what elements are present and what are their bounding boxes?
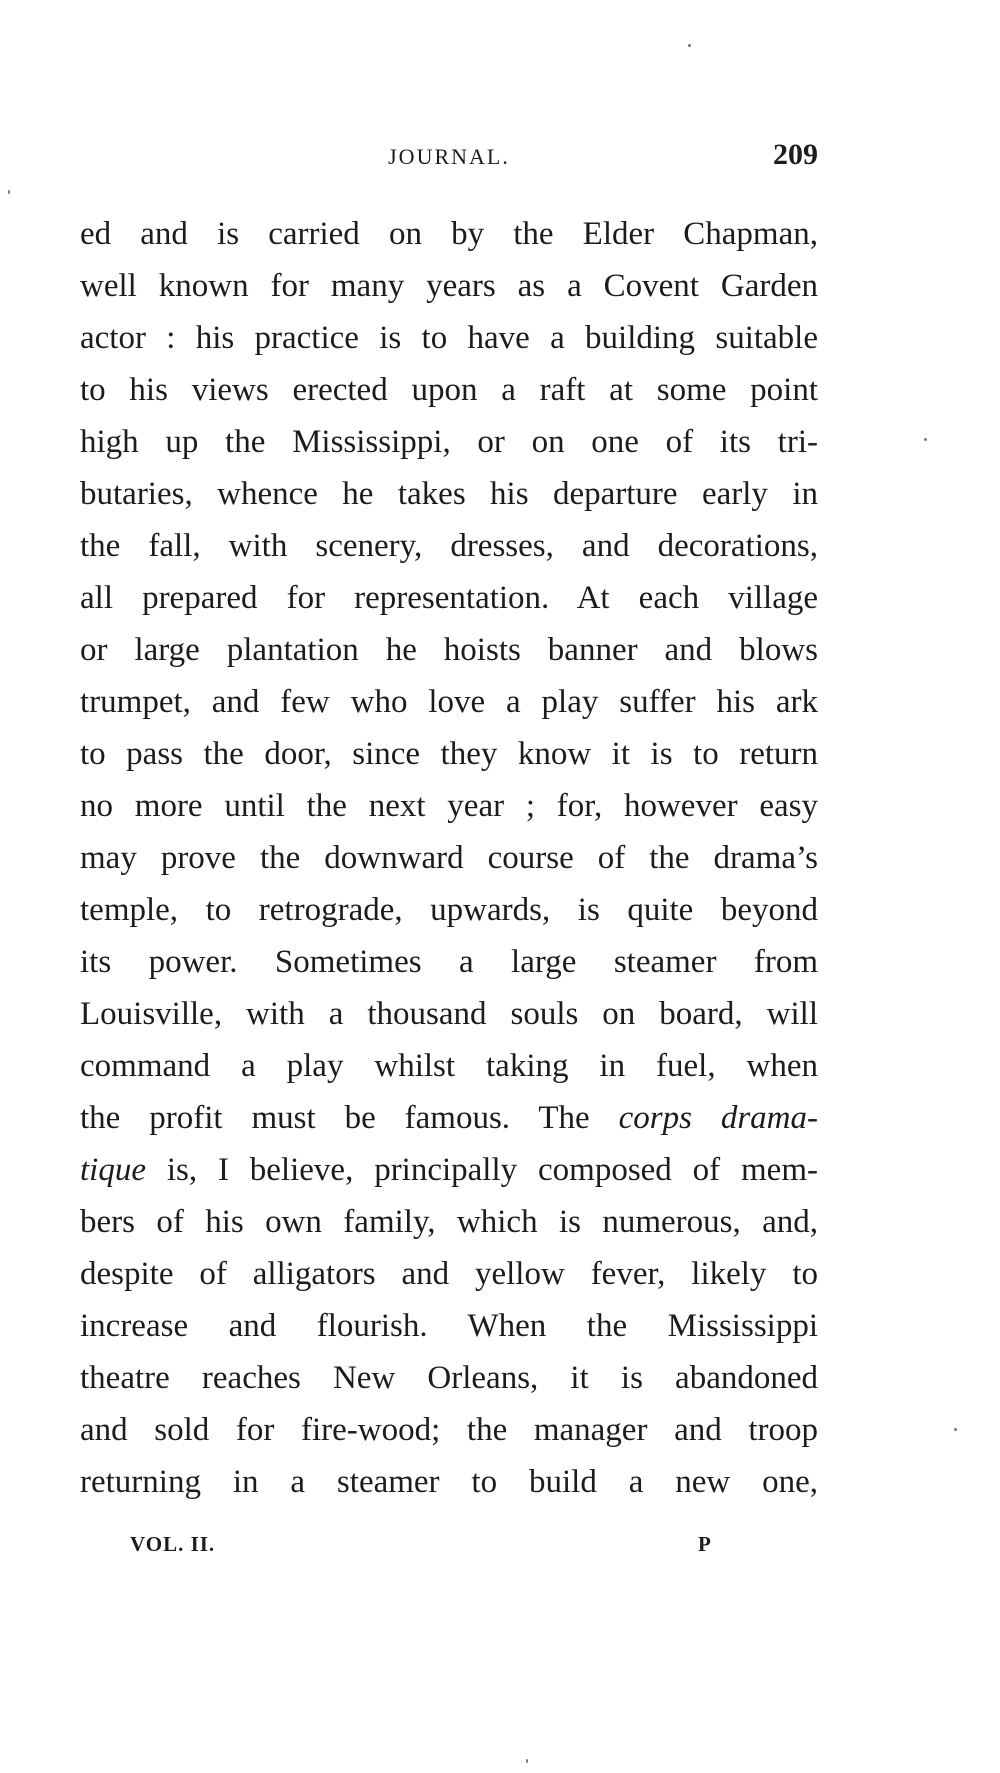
italic-phrase: corps drama-	[618, 1100, 819, 1136]
text-line: temple, to retrograde, upwards, is quite beyond	[80, 892, 818, 928]
text-line: returning in a steamer to build a new one,	[80, 1464, 818, 1500]
text-line: and sold for fire-wood; the manager and troop	[80, 1412, 818, 1448]
signature-mark: P	[698, 1532, 711, 1556]
text-line: high up the Mississippi, or on one of its tri-	[80, 424, 818, 460]
body-text	[80, 208, 818, 1508]
text-line: or large plantation he hoists banner and blows	[80, 632, 818, 668]
text-line: the fall, with scenery, dresses, and decorations,	[80, 528, 818, 564]
paper-speck	[526, 1759, 528, 1763]
footer	[80, 1532, 818, 1568]
paper-speck	[8, 190, 10, 194]
text-line: butaries, whence he takes his departure early in	[80, 476, 818, 512]
running-head	[80, 138, 818, 178]
text-line: theatre reaches New Orleans, it is abandoned	[80, 1360, 818, 1396]
text-line: may prove the downward course of the drama’s	[80, 840, 818, 876]
text-line: bers of his own family, which is numerous, and,	[80, 1204, 818, 1240]
page-number: 209	[773, 138, 818, 171]
paper-speck	[924, 438, 927, 441]
text-line: well known for many years as a Covent Garden	[80, 268, 818, 304]
text-line: trumpet, and few who love a play suffer his ark	[80, 684, 818, 720]
text-line: despite of alligators and yellow fever, likely to	[80, 1256, 818, 1292]
text-line: no more until the next year ; for, however easy	[80, 788, 818, 824]
text-line	[80, 1144, 818, 1196]
text-run: the profit must be famous. The	[80, 1100, 619, 1136]
text-line: ed and is carried on by the Elder Chapman,	[80, 216, 818, 252]
paper-speck	[954, 1428, 957, 1431]
text-run: is, I believe, principally composed of mem-	[145, 1152, 818, 1188]
paper-speck	[688, 44, 691, 47]
running-title: JOURNAL.	[388, 144, 510, 169]
text-line: increase and flourish. When the Mississippi	[80, 1308, 818, 1344]
text-line: all prepared for representation. At each village	[80, 580, 818, 616]
text-line	[80, 1092, 818, 1144]
text-line: Louisville, with a thousand souls on board, will	[80, 996, 818, 1032]
text-line: to pass the door, since they know it is to return	[80, 736, 818, 772]
text-line: actor : his practice is to have a building suitable	[80, 320, 818, 356]
text-line: to his views erected upon a raft at some point	[80, 372, 818, 408]
text-line: its power. Sometimes a large steamer from	[80, 944, 818, 980]
italic-phrase: tique	[80, 1152, 146, 1188]
text-line: command a play whilst taking in fuel, when	[80, 1048, 818, 1084]
volume-label: VOL. II.	[130, 1532, 216, 1556]
